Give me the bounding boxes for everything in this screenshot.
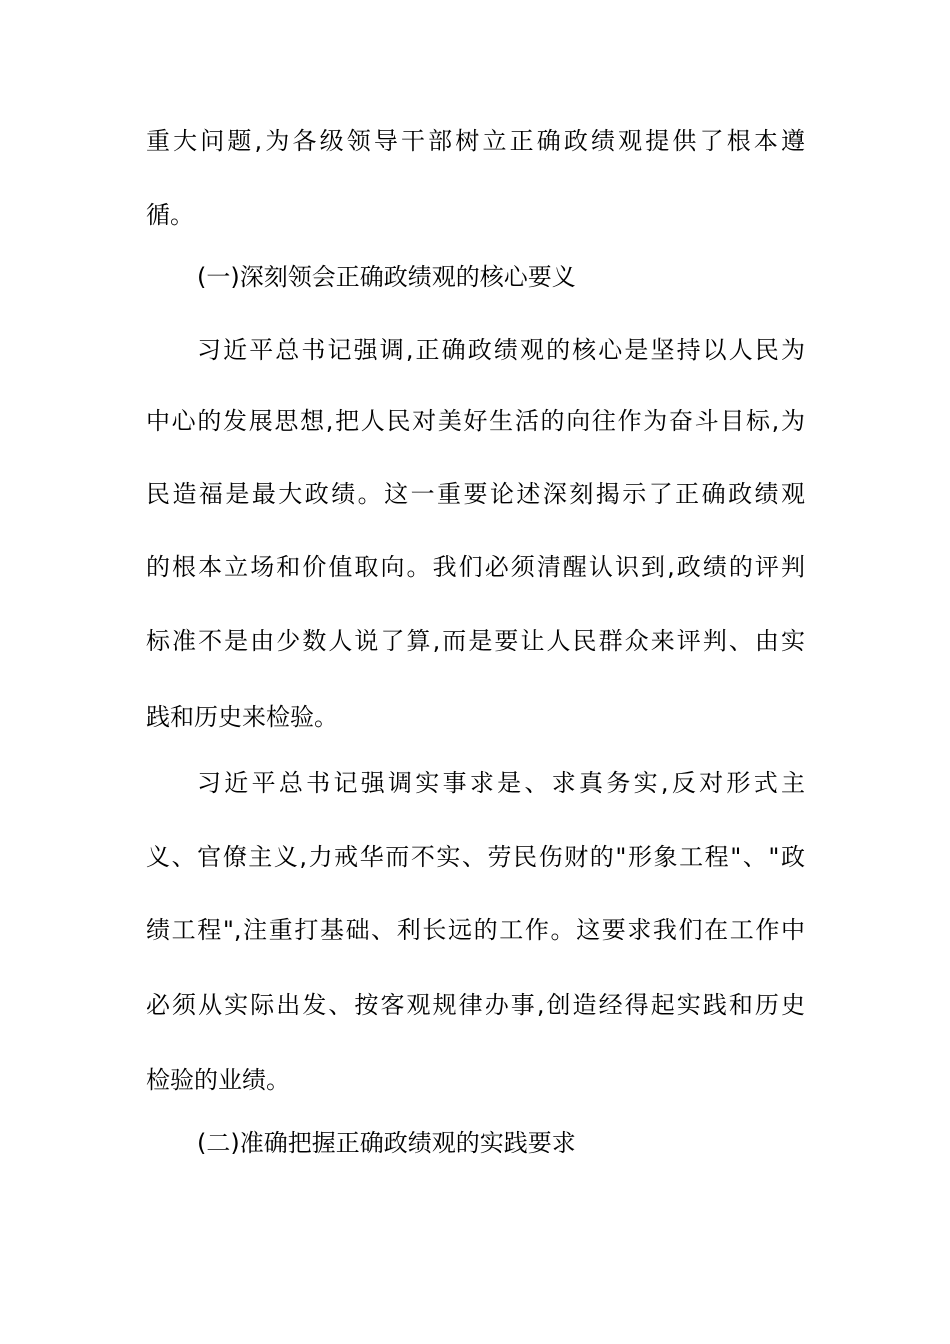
paragraph-line: 践和历史来检验。: [146, 703, 338, 731]
section-heading-2: (二)准确把握正确政绩观的实践要求: [197, 1129, 576, 1157]
paragraph-line: 的根本立场和价值取向。我们必须清醒认识到,政绩的评判: [146, 553, 805, 581]
paragraph-line: 义、官僚主义,力戒华而不实、劳民伤财的"形象工程"、"政: [146, 843, 805, 871]
paragraph-line: 重大问题,为各级领导干部树立正确政绩观提供了根本遵: [146, 127, 805, 155]
paragraph-line: 习近平总书记强调,正确政绩观的核心是坚持以人民为: [197, 336, 805, 364]
paragraph-line: 循。: [146, 201, 194, 229]
paragraph-line: 中心的发展思想,把人民对美好生活的向往作为奋斗目标,为: [146, 407, 805, 435]
paragraph-line: 标准不是由少数人说了算,而是要让人民群众来评判、由实: [146, 627, 805, 655]
paragraph-line: 绩工程",注重打基础、利长远的工作。这要求我们在工作中: [146, 916, 805, 944]
paragraph-line: 检验的业绩。: [146, 1066, 290, 1094]
paragraph-line: 民造福是最大政绩。这一重要论述深刻揭示了正确政绩观: [146, 480, 805, 508]
section-heading-1: (一)深刻领会正确政绩观的核心要义: [197, 263, 576, 291]
paragraph-line: 必须从实际出发、按客观规律办事,创造经得起实践和历史: [146, 991, 805, 1019]
paragraph-line: 习近平总书记强调实事求是、求真务实,反对形式主: [197, 769, 805, 797]
